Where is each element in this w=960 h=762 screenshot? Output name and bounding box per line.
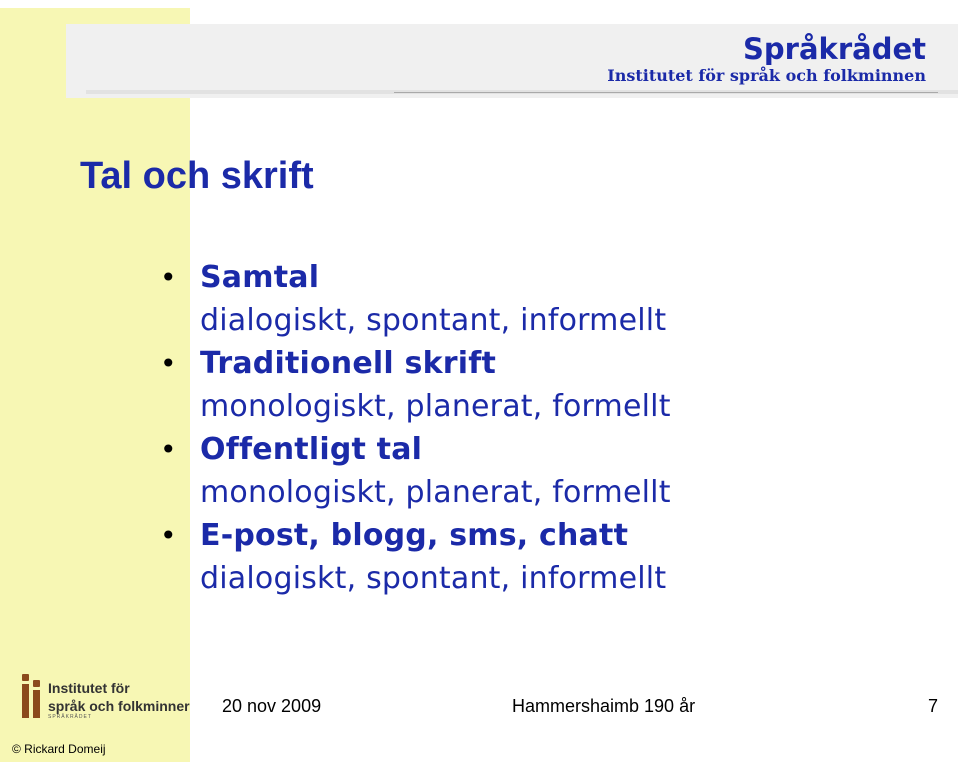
logo-mark-icon [20, 674, 44, 718]
bullet-detail: monologiskt, planerat, formellt [200, 389, 671, 424]
logo-text-line3: SPRÅKRÅDET [48, 714, 92, 720]
bullet-detail: monologiskt, planerat, formellt [200, 475, 671, 510]
header-rule [394, 92, 938, 93]
bullet-detail: dialogiskt, spontant, informellt [200, 561, 667, 596]
bullet-heading: E-post, blogg, sms, chatt [200, 518, 629, 553]
bullet-item [158, 342, 671, 428]
bullet-list [158, 256, 671, 600]
bullet-heading: Offentligt tal [200, 432, 423, 467]
bullet-dot-icon: • [160, 519, 177, 552]
logo-text-line2: språk och folkminner [48, 698, 190, 714]
logo-text-line1: Institutet för [48, 680, 130, 696]
copyright-notice: © Rickard Domeij [12, 742, 106, 756]
bullet-detail: dialogiskt, spontant, informellt [200, 303, 667, 338]
institute-logo [20, 672, 190, 722]
bullet-heading: Samtal [200, 260, 320, 295]
bullet-dot-icon: • [160, 261, 177, 294]
slide-title: Tal och skrift [80, 155, 314, 197]
footer-date: 20 nov 2009 [222, 696, 322, 716]
bullet-item [158, 256, 671, 342]
org-subtitle: Institutet för språk och folkminnen [607, 66, 926, 85]
org-name: Språkrådet [743, 32, 926, 66]
bullet-dot-icon: • [160, 433, 177, 466]
bullet-item [158, 514, 671, 600]
bullet-item [158, 428, 671, 514]
footer-event: Hammershaimb 190 år [512, 696, 696, 716]
footer-page-number: 7 [927, 696, 938, 716]
bullet-dot-icon: • [160, 347, 177, 380]
bullet-heading: Traditionell skrift [200, 346, 496, 381]
